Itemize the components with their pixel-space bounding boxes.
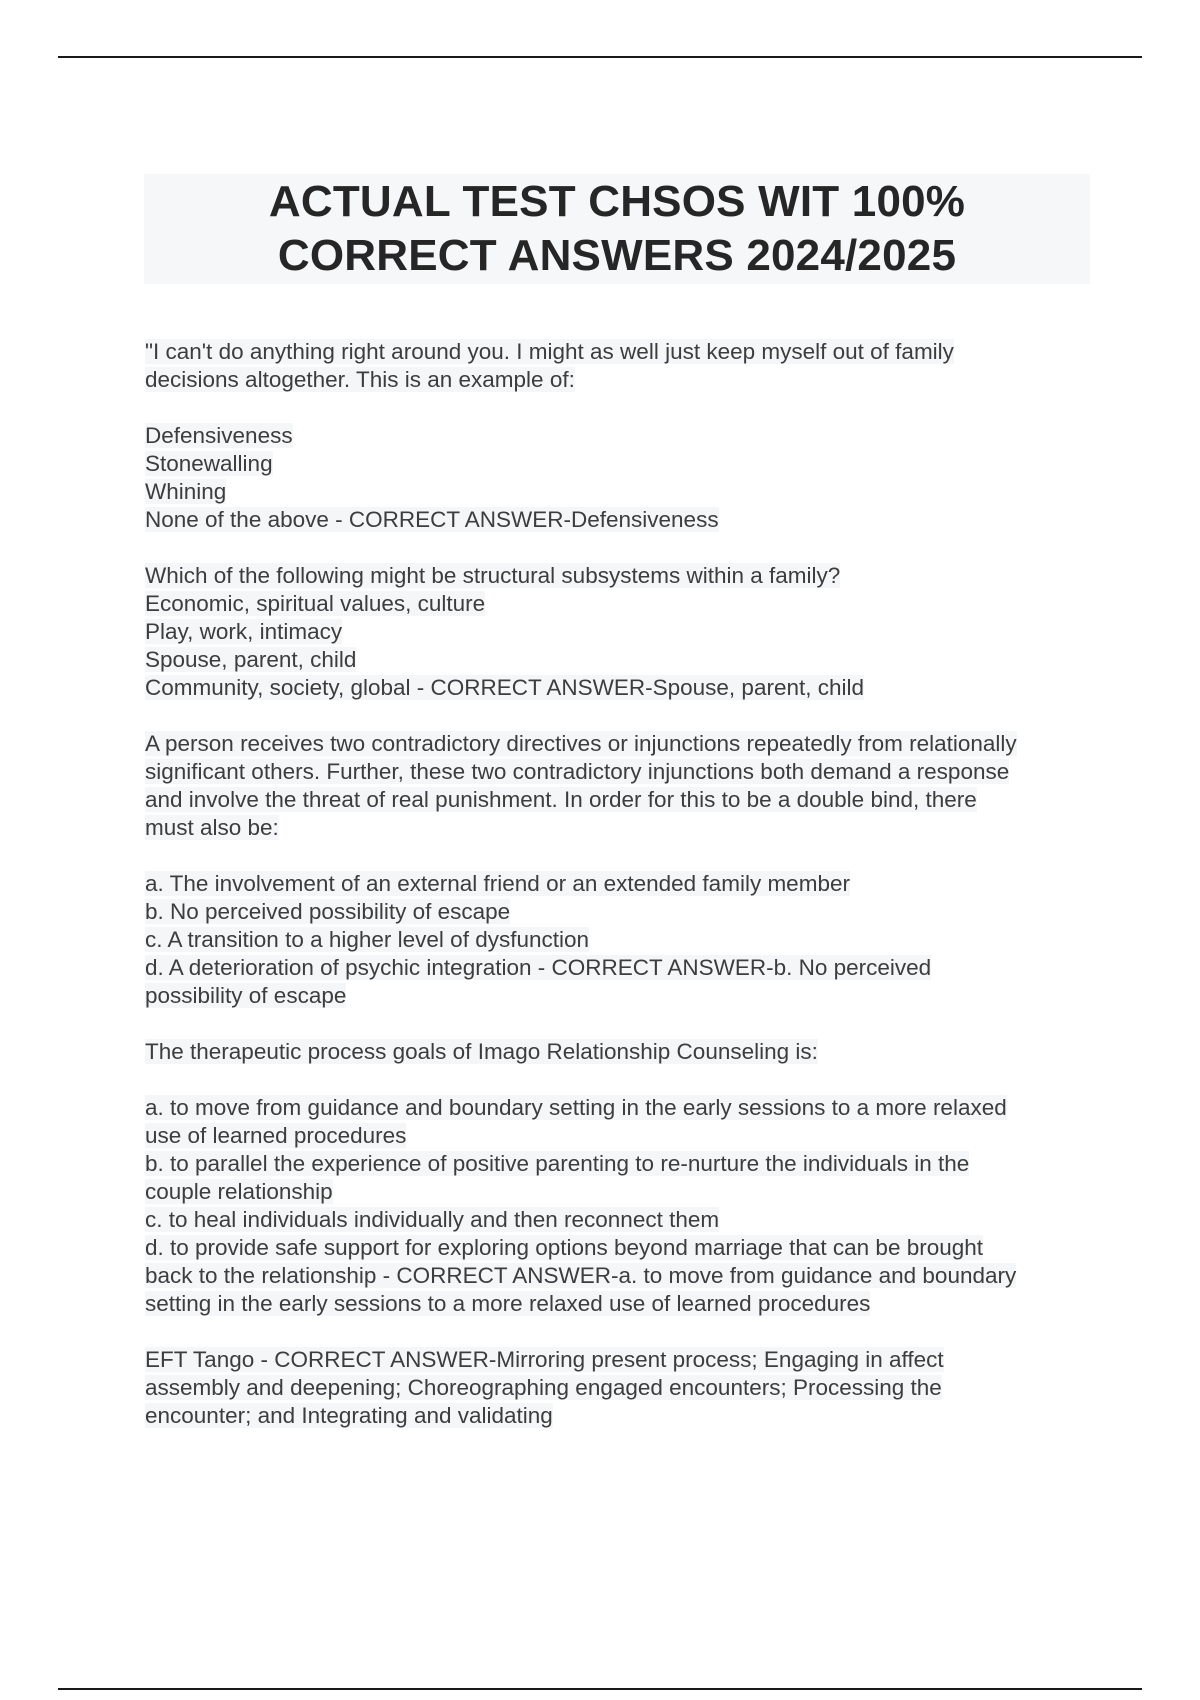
answer-option: b. No perceived possibility of escape (145, 899, 511, 924)
document-title (144, 174, 1090, 284)
title-line-2: CORRECT ANSWERS 2024/2025 (277, 231, 957, 280)
question-block-5 (145, 1346, 1095, 1430)
answer-option: c. A transition to a higher level of dysfunction (145, 927, 590, 952)
question-text: The therapeutic process goals of Imago Relationship Counseling is: (145, 1039, 818, 1064)
question-block-3 (145, 730, 1095, 1010)
question-text: "I can't do anything right around you. I might as well just keep myself out of family (145, 339, 954, 364)
answer-option: d. to provide safe support for exploring options beyond marriage that can be brought (145, 1235, 984, 1260)
answer-option: a. The involvement of an external friend or an extended family member (145, 871, 850, 896)
question-block-4 (145, 1038, 1095, 1318)
answer-option: couple relationship (145, 1179, 333, 1204)
answer-option: Whining (145, 479, 227, 504)
question-text: Which of the following might be structural subsystems within a family? (145, 563, 841, 588)
answer-option: Defensiveness (145, 423, 293, 448)
bottom-rule (58, 1688, 1142, 1690)
answer-option: Play, work, intimacy (145, 619, 343, 644)
answer-option: Economic, spiritual values, culture (145, 591, 486, 616)
answer-option: Stonewalling (145, 451, 273, 476)
question-text: must also be: (145, 815, 279, 840)
top-rule (58, 56, 1142, 58)
answer-option: possibility of escape (145, 983, 347, 1008)
question-block-2 (145, 562, 1095, 702)
answer-option: Spouse, parent, child (145, 647, 357, 672)
answer-option: setting in the early sessions to a more relaxed use of learned procedures (145, 1291, 871, 1316)
answer-option: use of learned procedures (145, 1123, 407, 1148)
question-text: EFT Tango - CORRECT ANSWER-Mirroring present process; Engaging in affect (145, 1347, 944, 1372)
document-body (145, 338, 1095, 1430)
answer-option: a. to move from guidance and boundary setting in the early sessions to a more relaxed (145, 1095, 1007, 1120)
answer-option: back to the relationship - CORRECT ANSWER-a. to move from guidance and boundary (145, 1263, 1017, 1288)
question-text: decisions altogether. This is an example of: (145, 367, 575, 392)
answer-option: d. A deterioration of psychic integration - CORRECT ANSWER-b. No perceived (145, 955, 932, 980)
answer-option: b. to parallel the experience of positive parenting to re-nurture the individuals in the (145, 1151, 970, 1176)
question-text: A person receives two contradictory directives or injunctions repeatedly from relationally (145, 731, 1017, 756)
question-text: significant others. Further, these two contradictory injunctions both demand a response (145, 759, 1010, 784)
answer-option: c. to heal individuals individually and then reconnect them (145, 1207, 720, 1232)
title-line-1: ACTUAL TEST CHSOS WIT 100% (268, 177, 966, 226)
answer-option: None of the above - CORRECT ANSWER-Defensiveness (145, 507, 719, 532)
question-text: encounter; and Integrating and validating (145, 1403, 553, 1428)
question-text: assembly and deepening; Choreographing engaged encounters; Processing the (145, 1375, 942, 1400)
answer-option: Community, society, global - CORRECT ANSWER-Spouse, parent, child (145, 675, 865, 700)
question-text: and involve the threat of real punishment. In order for this to be a double bind, there (145, 787, 977, 812)
question-block-1 (145, 338, 1095, 534)
